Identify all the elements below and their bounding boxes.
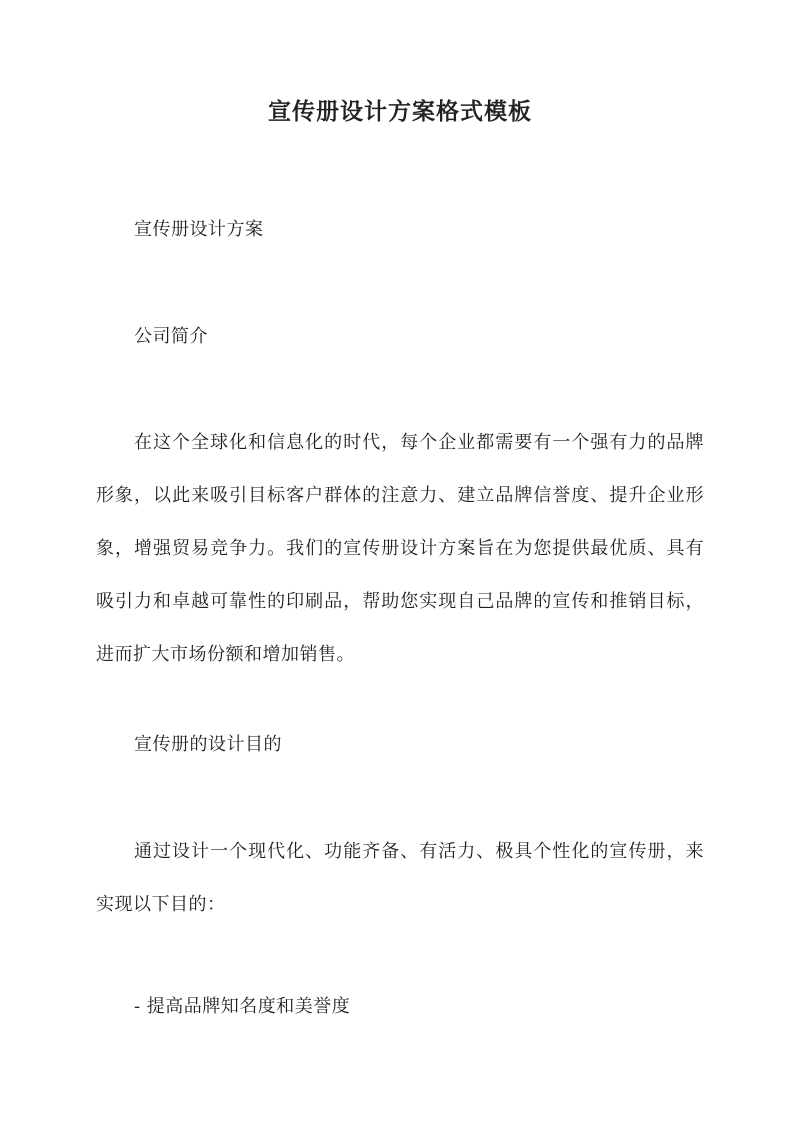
section-heading-company-intro: 公司简介 <box>134 326 208 347</box>
section-heading-plan: 宣传册设计方案 <box>134 219 264 240</box>
list-item: - 提高品牌知名度和美誉度 <box>134 996 351 1017</box>
section-heading-design-purpose: 宣传册的设计目的 <box>134 734 282 755</box>
document-title: 宣传册设计方案格式模板 <box>268 98 532 125</box>
paragraph-design-purpose: 通过设计一个现代化、功能齐备、有活力、极具个性化的宣传册，来实现以下目的： <box>96 841 704 915</box>
paragraph-company-intro: 在这个全球化和信息化的时代，每个企业都需要有一个强有力的品牌形象，以此来吸引目标客户群体的注意力、建立品牌信誉度、提升企业形象，增强贸易竞争力。我们的宣传册设计方案旨在为您提供最优质、具有吸引力和卓越可靠性的印刷品，帮助您实现自己品牌的宣传和推销目标，进而扩大市场份额和增加销售。 <box>96 432 704 665</box>
